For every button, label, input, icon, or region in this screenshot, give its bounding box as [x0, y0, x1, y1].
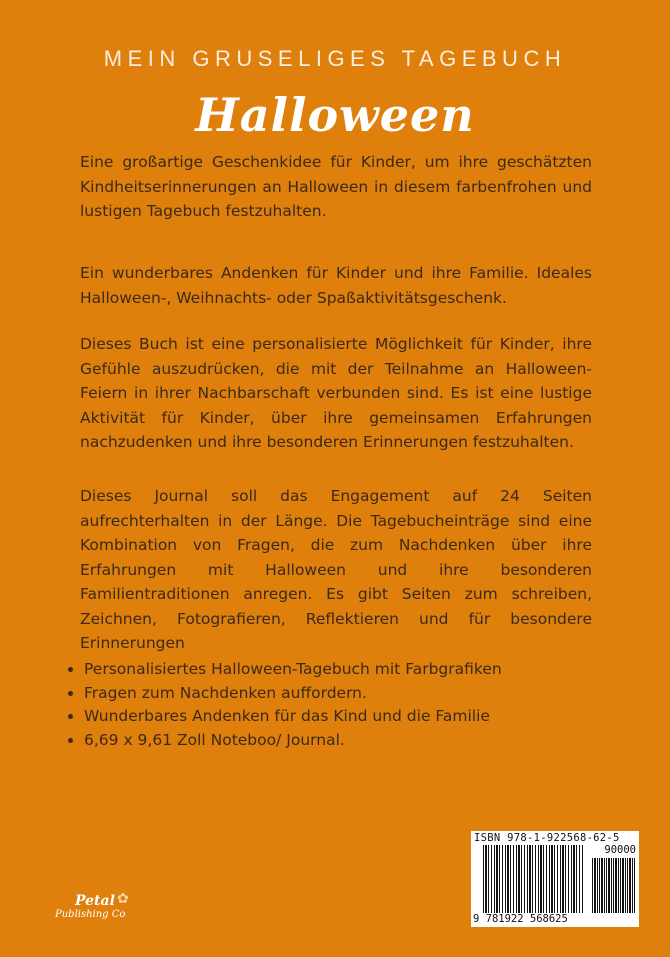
- paragraph-4: Dieses Journal soll das Engagement auf 24 Seiten aufrechterhalten in der Länge. Die Tagebucheinträge sind eine Kombination von Fragen, die zum Nachdenken über ihre Erfahrungen mit Halloween und ihre besonderen Familientraditionen anregen. Es gibt Seiten zum schreiben, Zeichnen, Fotografieren, Reflektieren und für besondere Erinnerungen: [80, 487, 592, 652]
- book-subtitle: MEIN GRUSELIGES TAGEBUCH: [103, 46, 567, 71]
- barcode-bars: [483, 845, 583, 913]
- list-item: • Wunderbares Andenken für das Kind und die Familie: [84, 705, 502, 729]
- flower-icon: ✿: [117, 891, 129, 907]
- barcode-digits: 9 781922 568625: [473, 913, 568, 925]
- paragraph-2: Ein wunderbares Andenken für Kinder und ihre Familie. Ideales Halloween-, Weihnachts- oder Spaßaktivitätsgeschenk.: [80, 264, 592, 307]
- list-item: • 6,69 x 9,61 Zoll Noteboo/ Journal.: [84, 729, 502, 753]
- paragraph-1: Eine großartige Geschenkidee für Kinder, um ihre geschätzten Kindheitserinnerungen an Halloween in diesem farbenfrohen und lustigen Tagebuch festzuhalten.: [80, 153, 592, 220]
- isbn-text: ISBN 978-1-922568-62-5: [474, 832, 620, 844]
- list-item: • Fragen zum Nachdenken auffordern.: [84, 682, 502, 706]
- publisher-logo: ✿ Petal Publishing Co: [55, 891, 129, 920]
- isbn-barcode: [471, 831, 639, 927]
- feature-list: [62, 658, 502, 752]
- addon-bars: [592, 858, 635, 913]
- list-item: • Personalisiertes Halloween-Tagebuch mit Farbgrafiken: [84, 658, 502, 682]
- book-title: Halloween: [195, 88, 475, 142]
- paragraph-3: Dieses Buch ist eine personalisierte Möglichkeit für Kinder, ihre Gefühle auszudrücken, die mit der Teilnahme an Halloween-Feiern in ihrer Nachbarschaft verbunden sind. Es ist eine lustige Aktivität für Kinder, über ihre gemeinsamen Erfahrungen nachzudenken und ihre besonderen Erinnerungen festzuhalten.: [80, 335, 592, 451]
- price-addon: 90000: [604, 844, 636, 856]
